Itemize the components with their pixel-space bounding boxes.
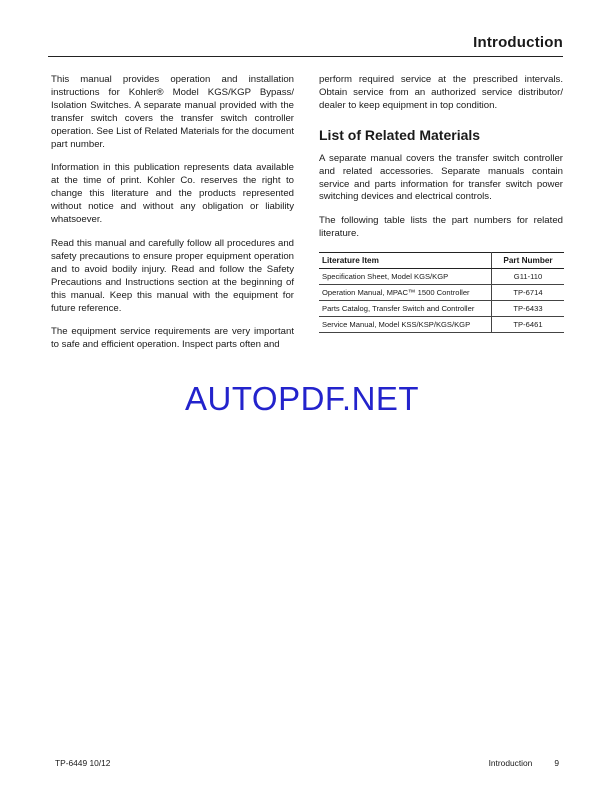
literature-item-cell: Parts Catalog, Transfer Switch and Controller xyxy=(319,301,492,317)
part-number-cell: TP-6433 xyxy=(492,301,565,317)
right-column xyxy=(319,74,563,333)
part-number-cell: G11-110 xyxy=(492,269,565,285)
literature-item-cell: Specification Sheet, Model KGS/KGP xyxy=(319,269,492,285)
intro-paragraph-5: perform required service at the prescribed intervals. Obtain service from an authorized service distributor/ dealer to keep equipment in top condition. xyxy=(319,74,563,111)
intro-paragraph-1: This manual provides operation and installation instructions for Kohler® Model KGS/KGP Bypass/ Isolation Switches. A separate manual provided with the transfer switch covers the transfer switch controller operation. See List of Related Materials for the document part number. xyxy=(51,74,294,150)
table-row xyxy=(319,285,564,301)
column-header-part-number: Part Number xyxy=(492,253,565,269)
intro-paragraph-3: Read this manual and carefully follow all procedures and safety precautions to ensure proper equipment operation and to avoid bodily injury. Read and follow the Safety Precautions and Instructions section at the beginning of this manual. Keep this manual with the equipment for future reference. xyxy=(51,237,294,314)
related-materials-paragraph-2: The following table lists the part numbers for related literature. xyxy=(319,215,563,240)
part-number-cell: TP-6714 xyxy=(492,285,565,301)
header-divider xyxy=(48,56,563,57)
table-header-row xyxy=(319,253,564,269)
related-materials-heading: List of Related Materials xyxy=(319,126,481,143)
related-materials-paragraph-1: A separate manual covers the transfer switch controller and related accessories. Separate manuals contain service and parts information for transfer switch power switching devices and electrical controls. xyxy=(319,152,563,203)
footer-doc-id: TP-6449 10/12 xyxy=(55,758,111,768)
intro-paragraph-2: Information in this publication represents data available at the time of print. Kohler Co. reserves the right to change this literature and the products represented without notice and without any obligation or liability whatsoever. xyxy=(51,162,294,226)
table-row xyxy=(319,301,564,317)
footer-section-name: Introduction xyxy=(488,758,533,768)
left-column xyxy=(51,74,294,363)
literature-item-cell: Service Manual, Model KSS/KSP/KGS/KGP xyxy=(319,317,492,333)
literature-item-cell: Operation Manual, MPAC™ 1500 Controller xyxy=(319,285,492,301)
related-literature-table xyxy=(319,252,564,333)
intro-paragraph-4: The equipment service requirements are very important to safe and efficient operation. Inspect parts often and xyxy=(51,326,294,351)
page-header-title: Introduction xyxy=(473,34,563,51)
footer-page-number: 9 xyxy=(554,758,559,768)
watermark-text: AUTOPDF.NET xyxy=(185,380,420,417)
table-row xyxy=(319,317,564,333)
table-row xyxy=(319,269,564,285)
column-header-literature-item: Literature Item xyxy=(319,253,492,269)
footer-page-info xyxy=(489,758,559,768)
part-number-cell: TP-6461 xyxy=(492,317,565,333)
